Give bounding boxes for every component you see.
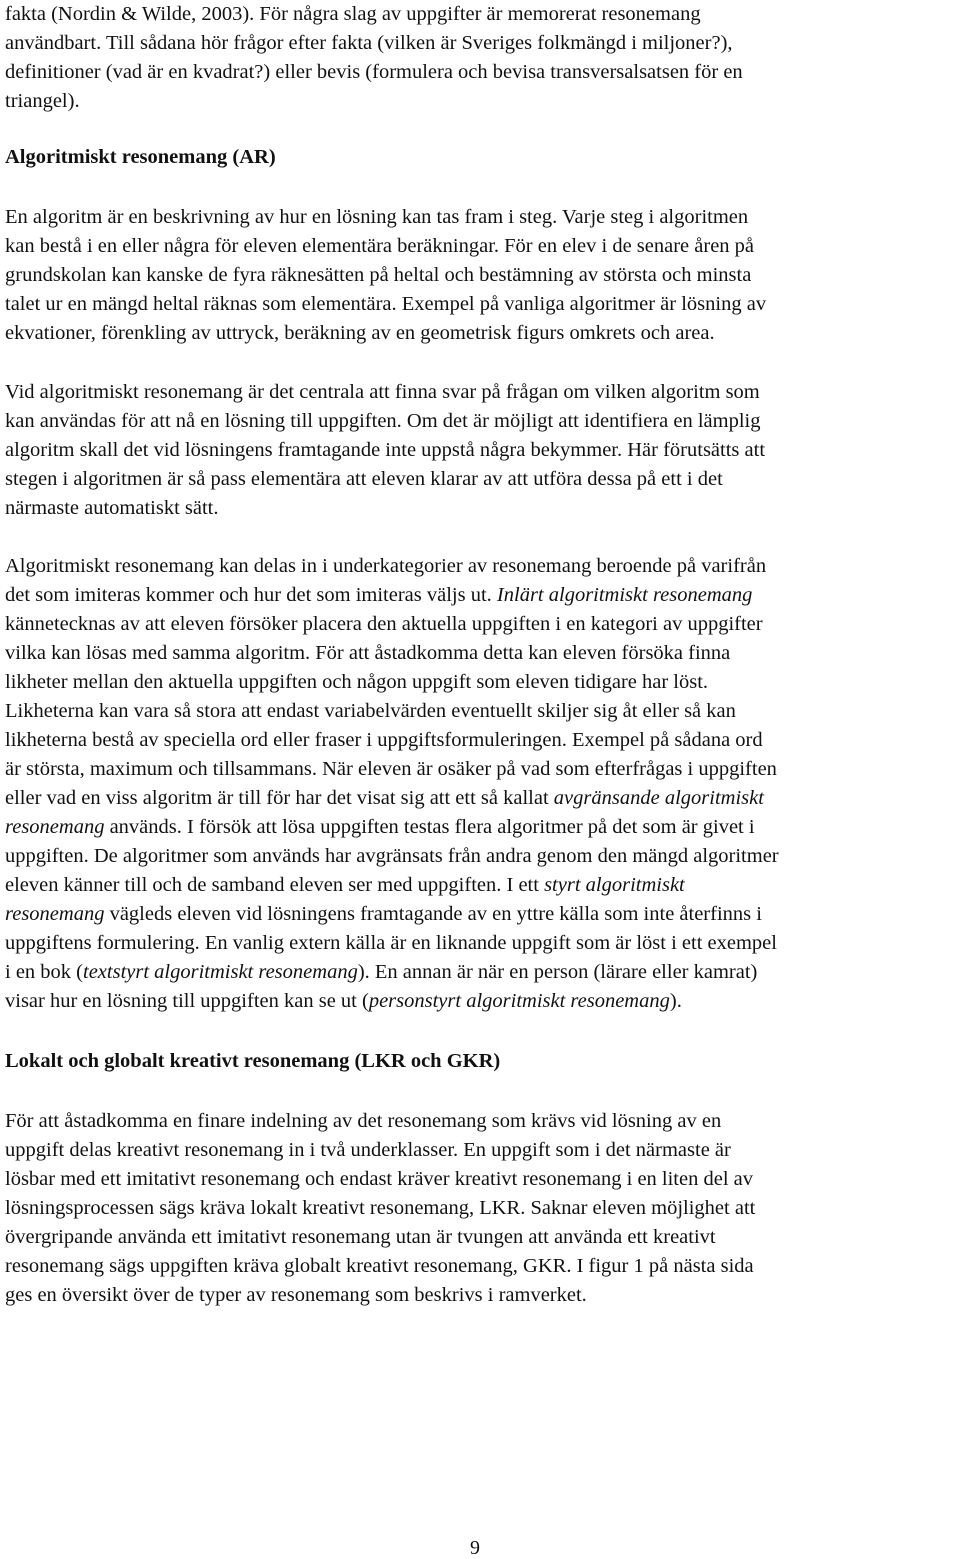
text-line: grundskolan kan kanske de fyra räknesätten på heltal och bestämning av största och minsta bbox=[5, 264, 752, 286]
text-run: visar hur en lösning till uppgiften kan se ut ( bbox=[5, 990, 369, 1012]
text-line: lösbar med ett imitativt resonemang och endast kräver kreativt resonemang i en liten del av bbox=[5, 1168, 753, 1190]
text-run: uppgiften. De algoritmer som används har avgränsats från andra genom den mängd algoritmer bbox=[5, 845, 779, 867]
text-run: ). En annan är när en person (lärare eller kamrat) bbox=[357, 961, 758, 983]
text-line bbox=[5, 813, 955, 842]
text-line: stegen i algoritmen är så pass elementära att eleven klarar av att utföra dessa på ett i det bbox=[5, 468, 723, 490]
text-line bbox=[5, 900, 955, 929]
text-line bbox=[5, 726, 955, 755]
text-line: användbart. Till sådana hör frågor efter fakta (vilken är Sveriges folkmängd i miljoner?), bbox=[5, 32, 733, 54]
text-line bbox=[5, 784, 955, 813]
text-run: likheter mellan den aktuella uppgiften och någon uppgift som eleven tidigare har löst. bbox=[5, 671, 709, 693]
ar-paragraph-1 bbox=[5, 203, 955, 348]
text-line bbox=[5, 987, 955, 1016]
text-line bbox=[5, 755, 955, 784]
text-line: algoritm skall det vid lösningens framtagande inte uppstå några bekymmer. Här förutsätts att bbox=[5, 439, 766, 461]
term-inlart-ar: Inlärt algoritmiskt resonemang bbox=[496, 584, 753, 606]
text-run: kännetecknas av att eleven försöker placera den aktuella uppgiften i en kategori av uppgifter bbox=[5, 613, 763, 635]
text-line: resonemang sägs uppgiften kräva globalt kreativt resonemang, GKR. I figur 1 på nästa sida bbox=[5, 1255, 754, 1277]
kr-paragraph-1 bbox=[5, 1107, 955, 1310]
text-line: Vid algoritmiskt resonemang är det centrala att finna svar på frågan om vilken algoritm som bbox=[5, 381, 760, 403]
text-run: är största, maximum och tillsammans. När eleven är osäker på vad som efterfrågas i uppgiften bbox=[5, 758, 777, 780]
text-run: Algoritmiskt resonemang kan delas in i underkategorier av resonemang beroende på varifrån bbox=[5, 555, 767, 577]
text-line bbox=[5, 929, 955, 958]
text-line: triangel). bbox=[5, 90, 80, 112]
text-line: övergripande använda ett imitativt resonemang utan är tvungen att använda ett kreativt bbox=[5, 1226, 716, 1248]
term-avgransande-ar: avgränsande algoritmiskt bbox=[553, 787, 764, 809]
term-resonemang: resonemang bbox=[5, 816, 105, 838]
text-line: kan användas för att nå en lösning till uppgiften. Om det är möjligt att identifiera en lämplig bbox=[5, 410, 761, 432]
text-line: fakta (Nordin & Wilde, 2003). För några slag av uppgifter är memorerat resonemang bbox=[5, 3, 701, 25]
text-run: Likheterna kan vara så stora att endast variabelvärden eventuellt skiljer sig åt eller så kan bbox=[5, 700, 736, 722]
page-number: 9 bbox=[470, 1537, 480, 1559]
text-line bbox=[5, 958, 955, 987]
text-line: En algoritm är en beskrivning av hur en lösning kan tas fram i steg. Varje steg i algoritmen bbox=[5, 206, 749, 228]
text-run: vägleds eleven vid lösningens framtagande av en yttre källa som inte återfinns i bbox=[104, 903, 762, 925]
text-run: likheterna bestå av speciella ord eller fraser i uppgiftsformuleringen. Exempel på sådana ord bbox=[5, 729, 763, 751]
text-line: definitioner (vad är en kvadrat?) eller bevis (formulera och bevisa transversalsatsen för en bbox=[5, 61, 743, 83]
term-personstyrt-ar: personstyrt algoritmiskt resonemang bbox=[368, 990, 670, 1012]
text-line bbox=[5, 842, 955, 871]
term-resonemang: resonemang bbox=[5, 903, 105, 925]
term-textstyrt-ar: textstyrt algoritmiskt resonemang bbox=[83, 961, 358, 983]
ar-paragraph-3 bbox=[5, 552, 955, 1016]
section-heading-ar: Algoritmiskt resonemang (AR) bbox=[5, 146, 276, 168]
text-line bbox=[5, 581, 955, 610]
text-run: eller vad en viss algoritm är till för har det visat sig att ett så kallat bbox=[5, 787, 554, 809]
text-run: i en bok ( bbox=[5, 961, 83, 983]
ar-paragraph-2 bbox=[5, 378, 955, 523]
text-line: För att åstadkomma en finare indelning av det resonemang som krävs vid lösning av en bbox=[5, 1110, 722, 1132]
text-run: det som imiteras kommer och hur det som imiteras väljs ut. bbox=[5, 584, 497, 606]
text-line: talet ur en mängd heltal räknas som elementära. Exempel på vanliga algoritmer är lösning av bbox=[5, 293, 767, 315]
text-line: kan bestå i en eller några för eleven elementära beräkningar. För en elev i de senare åren på bbox=[5, 235, 755, 257]
text-line: ges en översikt över de typer av resonemang som beskrivs i ramverket. bbox=[5, 1284, 587, 1306]
text-line bbox=[5, 639, 955, 668]
text-line: närmaste automatiskt sätt. bbox=[5, 497, 219, 519]
text-line: uppgift delas kreativt resonemang in i två underklasser. En uppgift som i det närmaste är bbox=[5, 1139, 731, 1161]
text-line bbox=[5, 871, 955, 900]
text-line: lösningsprocessen sägs kräva lokalt kreativt resonemang, LKR. Saknar eleven möjlighet att bbox=[5, 1197, 756, 1219]
text-line: ekvationer, förenkling av uttryck, beräkning av en geometrisk figurs omkrets och area. bbox=[5, 322, 715, 344]
text-run: eleven känner till och de samband eleven ser med uppgiften. I ett bbox=[5, 874, 545, 896]
text-line bbox=[5, 697, 955, 726]
text-run: ). bbox=[669, 990, 682, 1012]
text-run: används. I försök att lösa uppgiften testas flera algoritmer på det som är givet i bbox=[104, 816, 755, 838]
text-run: uppgiftens formulering. En vanlig extern källa är en liknande uppgift som är löst i ett exempel bbox=[5, 932, 777, 954]
text-line bbox=[5, 610, 955, 639]
text-line bbox=[5, 552, 955, 581]
intro-paragraph bbox=[5, 0, 955, 116]
text-run: vilka kan lösas med samma algoritm. För att åstadkomma detta kan eleven försöka finna bbox=[5, 642, 731, 664]
text-line bbox=[5, 668, 955, 697]
term-styrt-ar: styrt algoritmiskt bbox=[544, 874, 685, 896]
section-heading-kr: Lokalt och globalt kreativt resonemang (LKR och GKR) bbox=[5, 1050, 501, 1072]
